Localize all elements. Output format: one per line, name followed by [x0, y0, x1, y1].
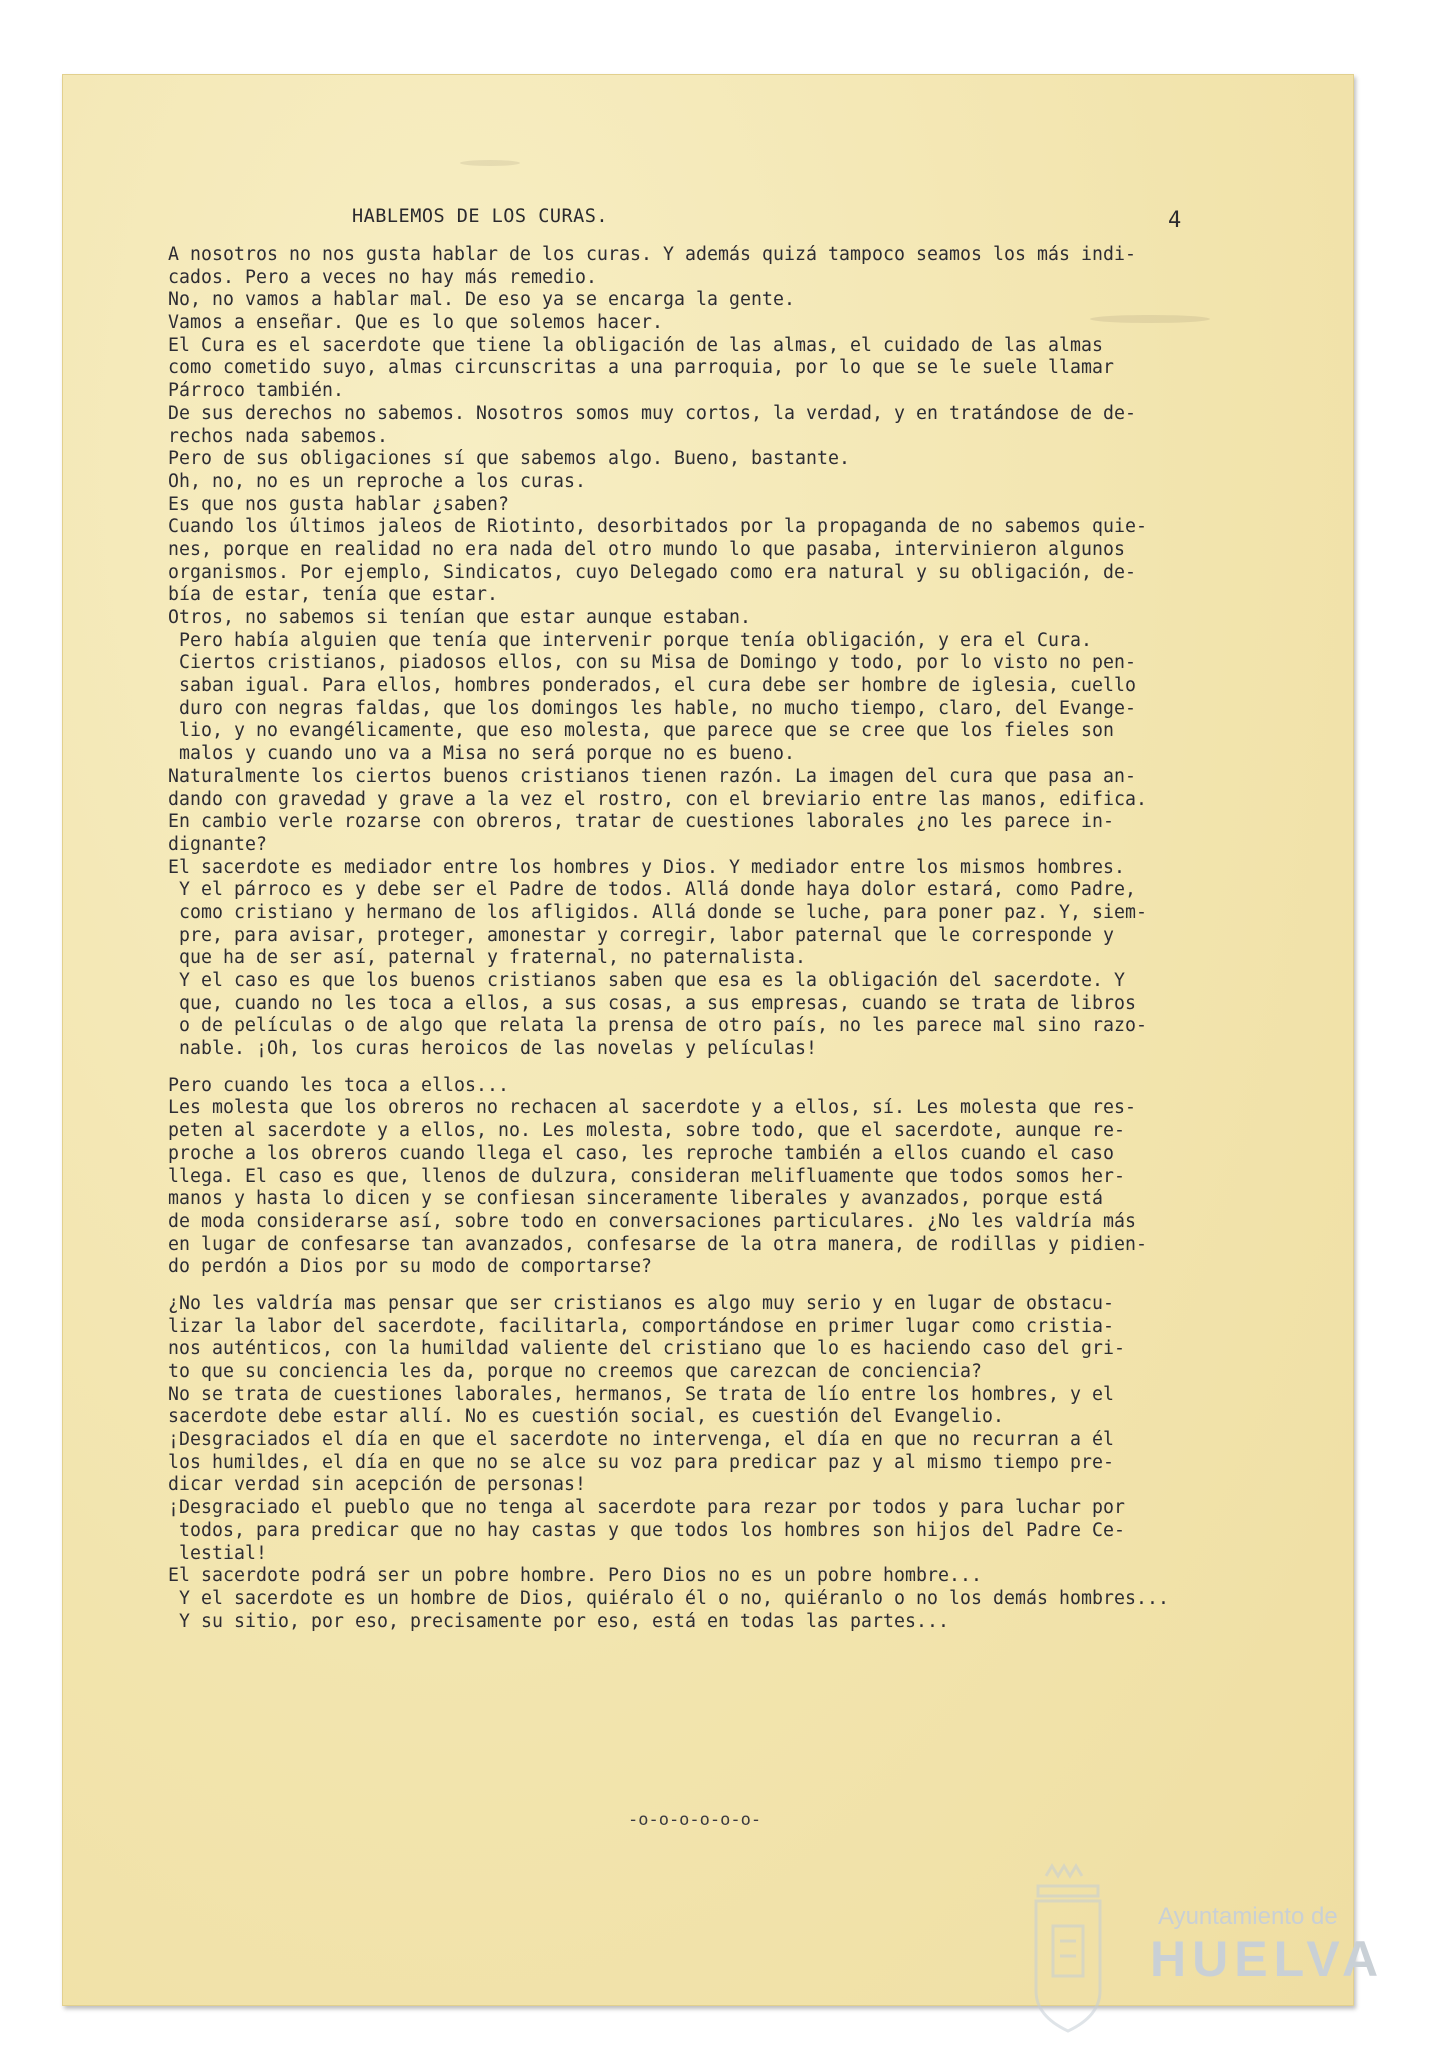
text-line: Párroco también. [168, 380, 344, 402]
text-line: ¿No les valdría mas pensar que ser cristianos es algo muy serio y en lugar de obstacu- [168, 1292, 1114, 1314]
text-line: Pero cuando les toca a ellos... [168, 1074, 509, 1096]
document-title: HABLEMOS DE LOS CURAS. [352, 206, 609, 227]
text-line: do perdón a Dios por su modo de comportarse? [168, 1256, 652, 1278]
text-line: Cuando los últimos jaleos de Riotinto, desorbitados por la propaganda de no sabemos quie- [168, 516, 1147, 538]
closing-separator: -o-o-o-o-o-o- [628, 1810, 762, 1830]
text-line: organismos. Por ejemplo, Sindicatos, cuyo Delegado como era natural y su obligación, de- [168, 561, 1136, 583]
paragraph-gap [168, 1061, 1298, 1075]
text-line: No, no vamos a hablar mal. De eso ya se encarga la gente. [168, 289, 795, 311]
text-line: que, cuando no les toca a ellos, a sus cosas, a sus empresas, cuando se trata de libros [168, 992, 1136, 1014]
text-line: Les molesta que los obreros no rechacen al sacerdote y a ellos, sí. Les molesta que res- [168, 1097, 1136, 1119]
text-line: cados. Pero a veces no hay más remedio. [168, 266, 597, 288]
text-line: No se trata de cuestiones laborales, hermanos, Se trata de lío entre los hombres, y el [168, 1383, 1114, 1405]
text-line: Vamos a enseñar. Que es lo que solemos hacer. [168, 312, 663, 334]
text-line: llega. El caso es que, llenos de dulzura, consideran melifluamente que todos somos her- [168, 1165, 1125, 1187]
text-line: lestial! [168, 1542, 267, 1564]
text-line: Naturalmente los ciertos buenos cristianos tienen razón. La imagen del cura que pasa an- [168, 765, 1136, 787]
text-line: lizar la labor del sacerdote, facilitarla, comportándose en primer lugar como cristia- [168, 1315, 1114, 1337]
text-line: que ha de ser así, paternal y fraternal, no paternalista. [168, 947, 806, 969]
paper-smudge [460, 160, 520, 166]
text-line: lio, y no evangélicamente, que eso molesta, que parece que se cree que los fieles son [168, 720, 1114, 742]
text-line: proche a los obreros cuando llega el caso, les reproche también a ellos cuando el caso [168, 1142, 1114, 1164]
text-line: ¡Desgraciados el día en que el sacerdote no intervenga, el día en que no recurran a él [168, 1429, 1114, 1451]
text-line: to que su conciencia les da, porque no creemos que carezcan de conciencia? [168, 1361, 982, 1382]
text-line: duro con negras faldas, que los domingos les hable, no mucho tiempo, claro, del Evange- [168, 697, 1136, 719]
text-line: nable. ¡Oh, los curas heroicos de las novelas y películas! [168, 1038, 817, 1060]
text-line: En cambio verle rozarse con obreros, tratar de cuestiones laborales ¿no les parece in- [168, 811, 1114, 833]
text-line: Ciertos cristianos, piadosos ellos, con su Misa de Domingo y todo, por lo visto no pen- [168, 652, 1136, 674]
text-line: dignante? [168, 833, 267, 855]
paragraph-gap [168, 1279, 1298, 1293]
text-line: Y su sitio, por eso, precisamente por eso, está en todas las partes... [168, 1610, 949, 1632]
text-line: como cometido suyo, almas circunscritas a una parroquia, por lo que se le suele llamar [168, 357, 1114, 379]
text-line: los humildes, el día en que no se alce su voz para predicar paz y al mismo tiempo pre- [168, 1451, 1114, 1473]
text-line: rechos nada sabemos. [168, 425, 388, 447]
page-number: 4 [1168, 208, 1182, 233]
text-line: como cristiano y hermano de los afligidos. Allá donde se luche, para poner paz. Y, siem- [168, 901, 1147, 923]
text-line: Oh, no, no es un reproche a los curas. [168, 470, 586, 492]
text-line: Pero había alguien que tenía que intervenir porque tenía obligación, y era el Cura. [168, 629, 1092, 651]
text-line: Es que nos gusta hablar ¿saben? [168, 493, 509, 515]
text-line: saban igual. Para ellos, hombres ponderados, el cura debe ser hombre de iglesia, cuello [168, 675, 1136, 697]
text-line: ¡Desgraciado el pueblo que no tenga al sacerdote para rezar por todos y para luchar por [168, 1497, 1125, 1519]
watermark-label: Ayuntamiento de [1158, 1903, 1338, 1930]
text-line: El Cura es el sacerdote que tiene la obligación de las almas, el cuidado de las almas [168, 334, 1103, 356]
text-line: peten al sacerdote y a ellos, no. Les molesta, sobre todo, que el sacerdote, aunque re- [168, 1120, 1125, 1142]
text-line: nos auténticos, con la humildad valiente del cristiano que lo es haciendo caso del gri- [168, 1338, 1125, 1360]
text-line: dicar verdad sin acepción de personas! [168, 1474, 586, 1496]
text-line: bía de estar, tenía que estar. [168, 584, 498, 606]
text-line: nes, porque en realidad no era nada del otro mundo lo que pasaba, intervinieron algunos [168, 538, 1125, 560]
text-line: de moda considerarse así, sobre todo en conversaciones particulares. ¿No les valdría más [168, 1210, 1136, 1232]
text-line: Y el párroco es y debe ser el Padre de todos. Allá donde haya dolor estará, como Padre, [168, 879, 1136, 901]
text-line: Pero de sus obligaciones sí que sabemos algo. Bueno, bastante. [168, 448, 850, 470]
text-line: A nosotros no nos gusta hablar de los curas. Y además quizá tampoco seamos los más indi- [168, 244, 1136, 265]
text-line: El sacerdote podrá ser un pobre hombre. Pero Dios no es un pobre hombre... [168, 1565, 982, 1587]
text-line: Y el caso es que los buenos cristianos saben que esa es la obligación del sacerdote. Y [168, 970, 1125, 991]
document-body [168, 244, 1298, 1633]
text-line: todos, para predicar que no hay castas y que todos los hombres son hijos del Padre Ce- [168, 1519, 1125, 1541]
text-line: sacerdote debe estar allí. No es cuestión social, es cuestión del Evangelio. [168, 1406, 1004, 1428]
text-line: Y el sacerdote es un hombre de Dios, quiéralo él o no, quiéranlo o no los demás hombres... [168, 1587, 1169, 1609]
text-line: pre, para avisar, proteger, amonestar y corregir, labor paternal que le corresponde y [168, 924, 1114, 946]
text-line: malos y cuando uno va a Misa no será porque no es bueno. [168, 743, 795, 765]
watermark-name: HUELVA [1150, 1931, 1385, 1987]
text-line: dando con gravedad y grave a la vez el rostro, con el breviario entre las manos, edifica. [168, 788, 1147, 810]
text-line: Otros, no sabemos si tenían que estar aunque estaban. [168, 607, 751, 628]
text-line: De sus derechos no sabemos. Nosotros somos muy cortos, la verdad, y en tratándose de de- [168, 402, 1136, 424]
text-line: manos y hasta lo dicen y se confiesan sinceramente liberales y avanzados, porque está [168, 1188, 1103, 1210]
text-line: en lugar de confesarse tan avanzados, confesarse de la otra manera, de rodillas y pidien- [168, 1233, 1147, 1255]
text-line: El sacerdote es mediador entre los hombres y Dios. Y mediador entre los mismos hombres. [168, 856, 1125, 878]
text-line: o de películas o de algo que relata la prensa de otro país, no les parece mal sino razo- [168, 1015, 1147, 1037]
